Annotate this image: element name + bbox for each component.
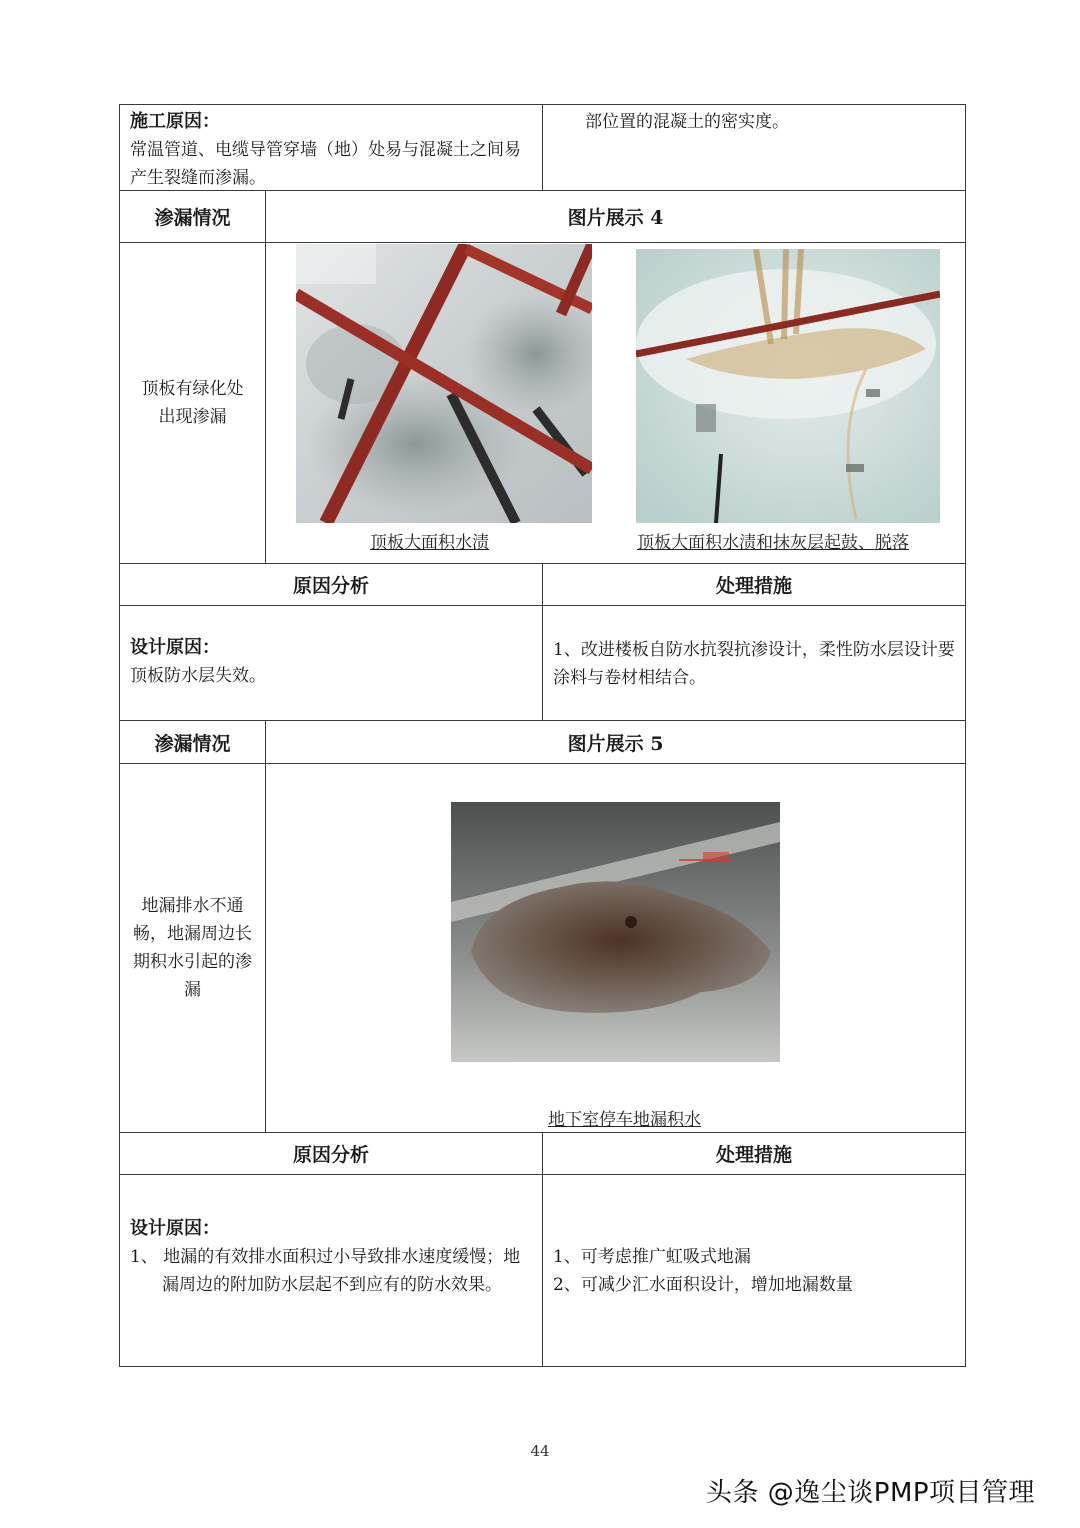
photo-header-5: 图片展示 5 (265, 720, 966, 764)
leak-label-4: 渗漏情况 (119, 190, 266, 243)
design-reason-text-4: 顶板防水层失效。 (130, 666, 266, 686)
cause-header-5: 原因分析 (119, 1132, 543, 1175)
measure-item1-5: 1、可考虑推广虹吸式地漏 (553, 1247, 751, 1267)
photo2-caption: 顶板大面积水渍和抹灰层起鼓、脱落 (637, 533, 909, 553)
measure-header-5: 处理措施 (542, 1132, 966, 1175)
floor-drain-water-photo (451, 802, 780, 1062)
design-reason-title-4: 设计原因： (130, 637, 220, 658)
leak-desc-cell-4 (119, 242, 266, 564)
ceiling-bulging-photo (636, 249, 940, 523)
leak-desc-4: 顶板有绿化处出现渗漏 (141, 379, 244, 427)
construction-reason-title: 施工原因： (130, 111, 220, 132)
photo1-caption: 顶板大面积水渍 (370, 533, 489, 553)
design-reason-cell-4 (119, 605, 543, 721)
watermark-text: 头条 @逸尘谈PMP项目管理 (706, 1478, 1036, 1508)
ceiling-leak-photo (296, 244, 592, 523)
measure-continued-text: 部位置的混凝土的密实度。 (585, 112, 789, 132)
design-reason-title-5: 设计原因： (130, 1218, 220, 1239)
design-reason-cell-5 (119, 1174, 543, 1367)
measure-cell-5 (542, 1174, 966, 1367)
construction-reason-cell (119, 104, 543, 191)
photo-header-4: 图片展示 4 (265, 190, 966, 243)
cause-header-4: 原因分析 (119, 563, 543, 606)
measure-text-4: 1、改进楼板自防水抗裂抗渗设计，柔性防水层设计要涂料与卷材相结合。 (553, 640, 955, 688)
design-reason-item1-5: 1、 地漏的有效排水面积过小导致排水速度缓慢；地漏周边的附加防水层起不到应有的防水效果。 (130, 1247, 521, 1295)
leak-label-5: 渗漏情况 (119, 720, 266, 764)
page-number: 44 (530, 1442, 550, 1460)
leak-desc-5: 地漏排水不通畅，地漏周边长期积水引起的渗漏 (133, 896, 252, 1000)
measure-header-4: 处理措施 (542, 563, 966, 606)
photo3-caption: 地下室停车地漏积水 (548, 1110, 701, 1130)
measure-item2-5: 2、可减少汇水面积设计，增加地漏数量 (553, 1275, 853, 1295)
construction-reason-text: 常温管道、电缆导管穿墙（地）处易与混凝土之间易产生裂缝而渗漏。 (130, 140, 521, 188)
leak-desc-cell-5 (119, 763, 266, 1133)
measure-cell-4 (542, 605, 966, 721)
measure-continued-cell (542, 104, 966, 191)
